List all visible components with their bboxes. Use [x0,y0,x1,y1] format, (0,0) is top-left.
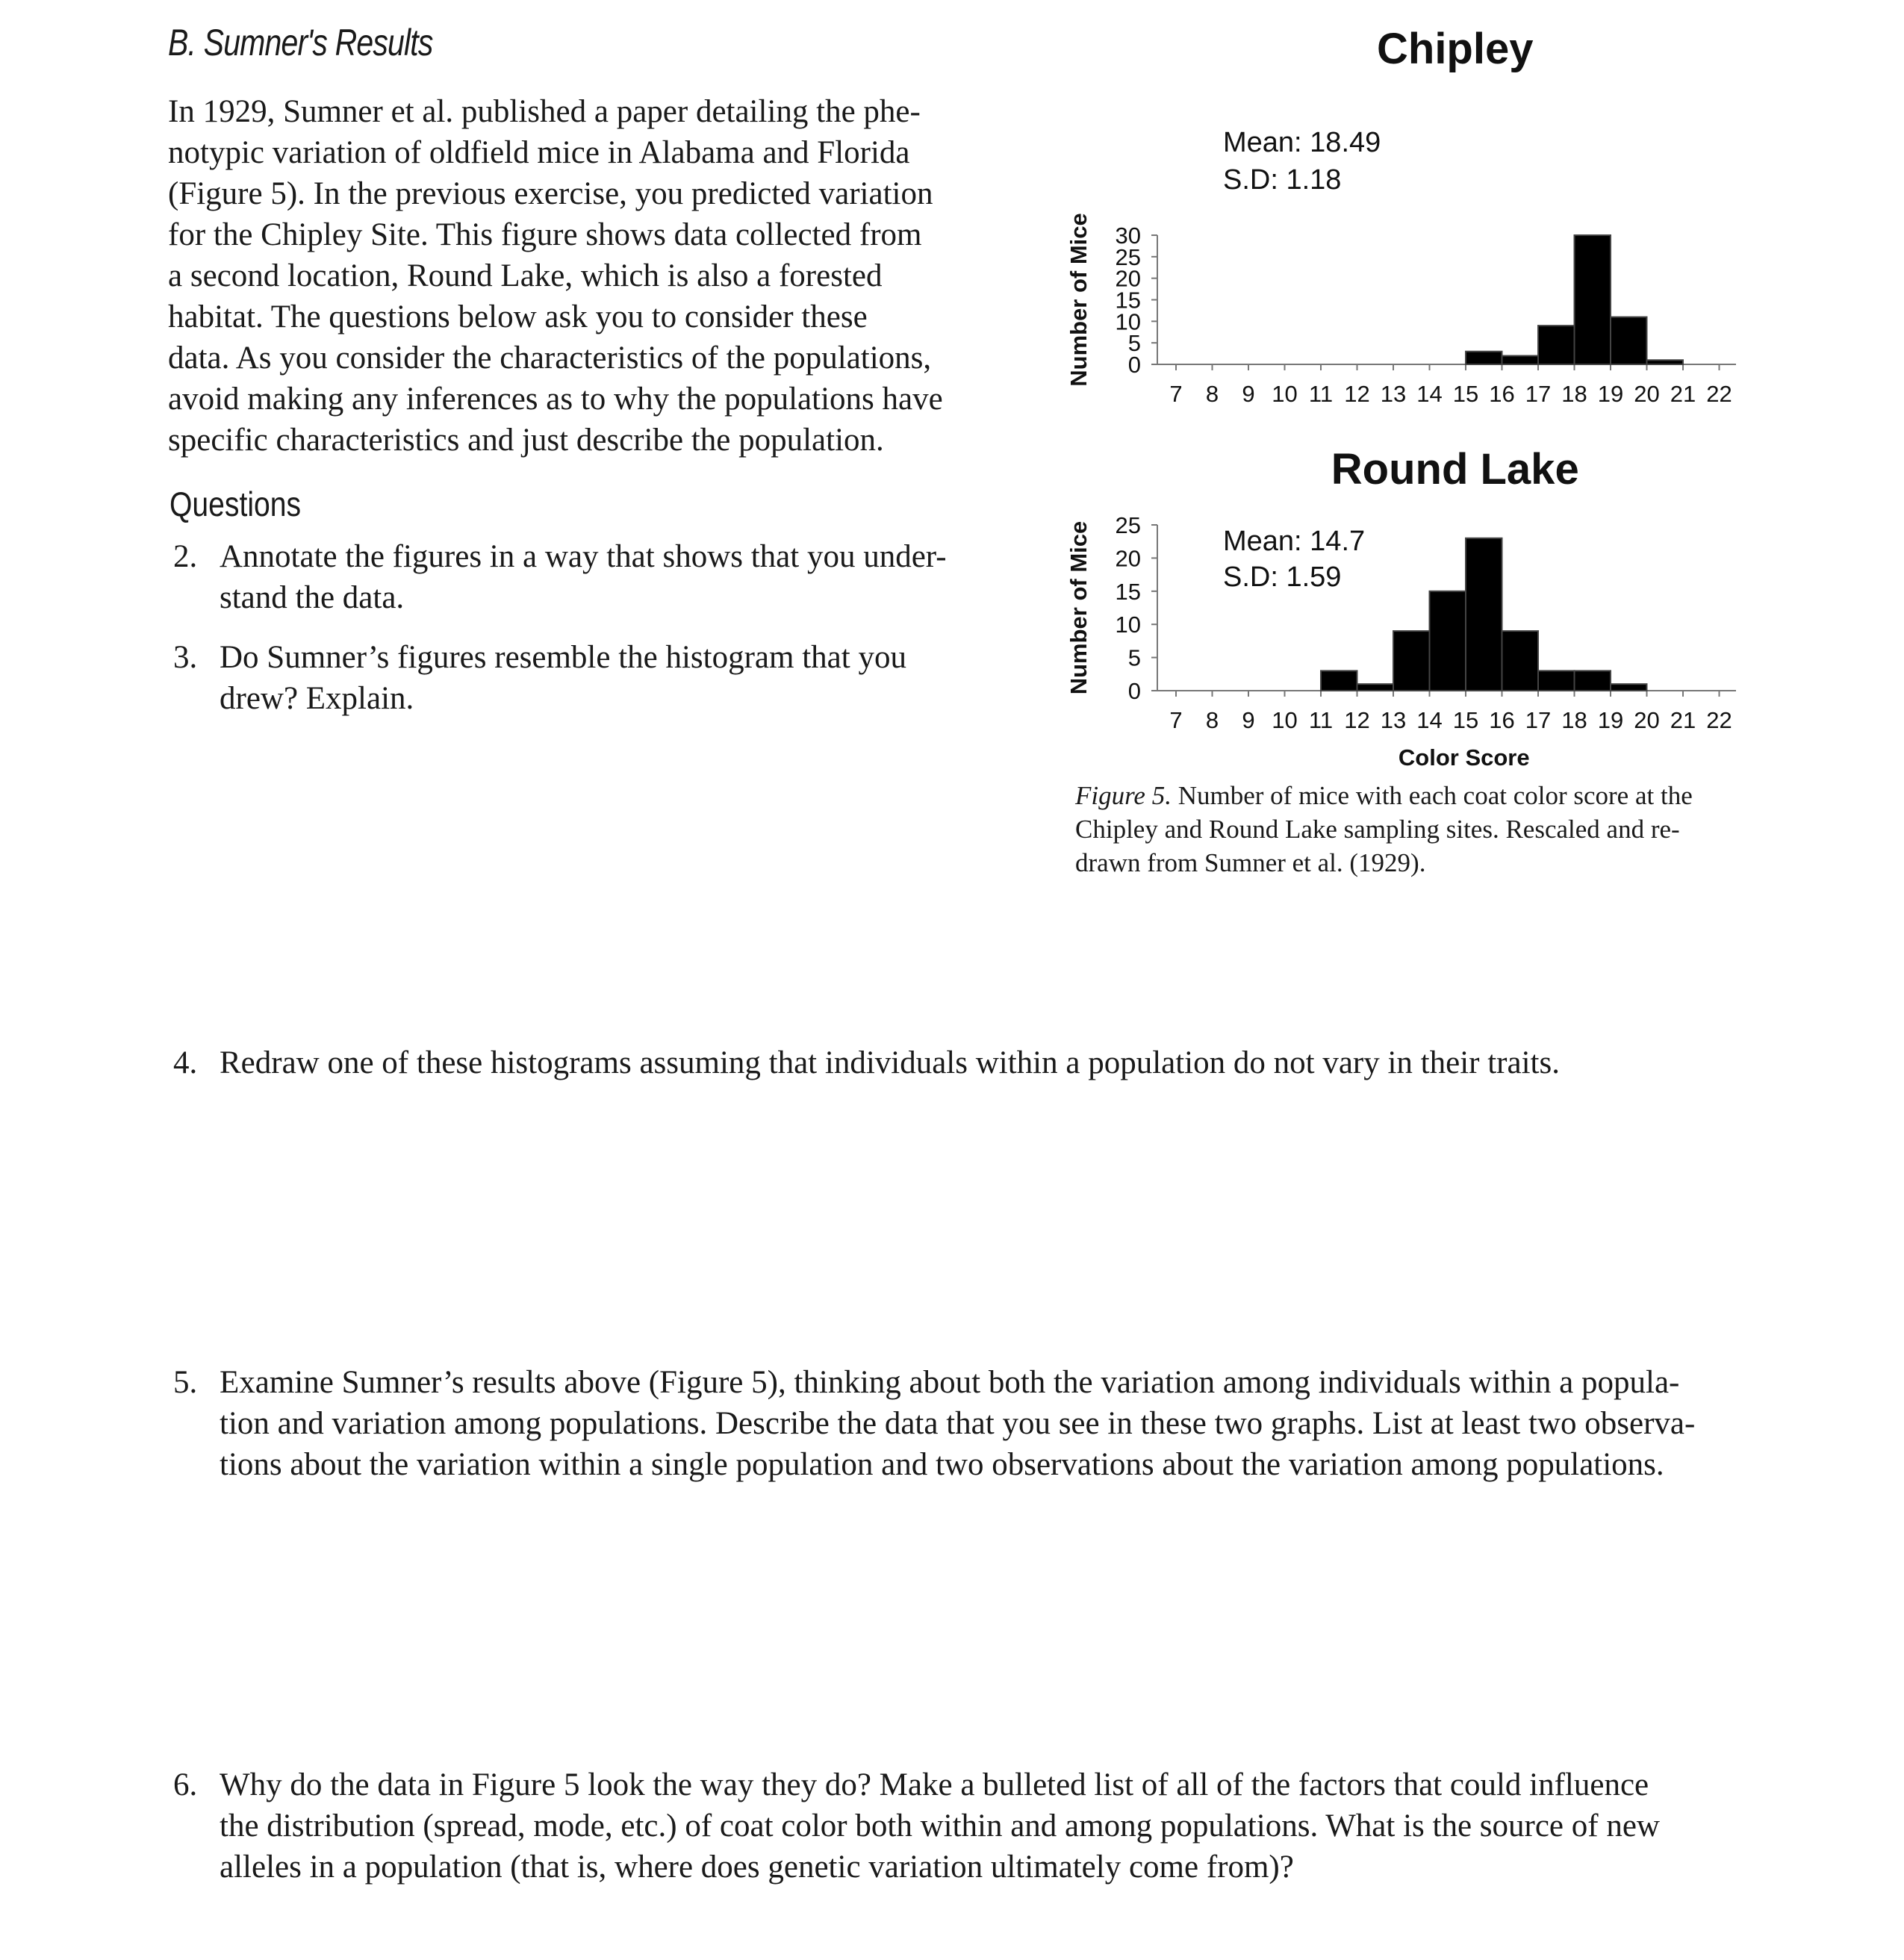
figure-caption [1075,779,1740,880]
y-tick-label: 15 [1115,287,1141,314]
x-tick-label: 22 [1706,707,1732,733]
question-number: 2. [173,539,198,574]
question-number: 3. [173,640,198,675]
histogram-bar [1430,591,1466,691]
caption-text: Number of mice with each coat color score at the [1177,781,1693,810]
y-tick-label: 10 [1115,612,1141,638]
chart-annotation: Mean: 14.7 [1223,526,1366,557]
y-tick-label: 0 [1127,678,1141,704]
y-tick-label: 20 [1115,265,1141,292]
histogram-bar [1321,671,1357,691]
caption-line: drawn from Sumner et al. (1929). [1075,848,1426,877]
x-tick-label: 10 [1272,381,1298,407]
x-tick-label: 17 [1525,381,1552,407]
question-number: 4. [173,1045,198,1080]
y-tick-label: 20 [1115,545,1141,572]
caption-line: Chipley and Round Lake sampling sites. Rescaled and re- [1075,815,1680,844]
x-tick-label: 14 [1416,707,1443,733]
x-tick-label: 21 [1670,707,1696,733]
x-tick-label: 18 [1561,707,1587,733]
caption-label: Figure 5. [1075,781,1172,810]
questions-heading: Questions [169,485,302,523]
x-tick-label: 9 [1242,381,1255,407]
x-tick-label: 19 [1597,707,1624,733]
x-tick-label: 12 [1344,707,1370,733]
question-5 [173,1362,1853,1489]
x-tick-label: 13 [1380,707,1407,733]
x-tick-label: 16 [1489,381,1515,407]
x-tick-label: 15 [1452,381,1479,407]
histogram-bar [1538,326,1575,364]
x-tick-label: 7 [1169,707,1183,733]
y-tick-label: 5 [1127,330,1141,357]
intro-line: habitat. The questions below ask you to consider these [168,299,868,335]
y-tick-label: 25 [1115,243,1141,270]
chart-annotation: S.D: 1.18 [1223,164,1342,196]
intro-line: specific characteristics and just describe the population. [168,423,884,458]
figure-5-charts [0,0,1904,777]
x-tick-label: 21 [1670,381,1696,407]
histogram-bar [1466,538,1502,691]
x-tick-label: 20 [1634,381,1660,407]
y-axis-label: Number of Mice [1065,520,1092,695]
x-tick-label: 10 [1272,707,1298,733]
y-tick-label: 0 [1127,352,1141,378]
y-tick-label: 15 [1115,578,1141,605]
histogram-bar [1611,317,1647,364]
section-title: B. Sumner's Results [168,22,433,63]
histogram-bar [1393,631,1430,691]
x-tick-label: 7 [1169,381,1183,407]
question-number: 5. [173,1365,198,1400]
y-tick-label: 30 [1115,222,1141,249]
x-tick-label: 11 [1308,707,1334,733]
question-line: alleles in a population (that is, where does genetic variation ultimately come from)? [220,1849,1294,1885]
intro-line: (Figure 5). In the previous exercise, you predicted variation [168,176,933,211]
y-tick-label: 10 [1115,308,1141,335]
x-tick-label: 17 [1525,707,1552,733]
x-tick-label: 20 [1634,707,1660,733]
histogram-bar [1611,684,1647,691]
x-tick-label: 15 [1452,707,1479,733]
intro-line: notypic variation of oldfield mice in Alabama and Florida [168,135,910,170]
question-line: tion and variation among populations. Describe the data that you see in these two graphs. List at least two observa- [220,1406,1696,1441]
question-line: drew? Explain. [220,681,414,716]
x-tick-label: 13 [1380,381,1407,407]
question-line: the distribution (spread, mode, etc.) of coat color both within and among populations. What is the source of new [220,1808,1660,1844]
histogram-bar [1502,631,1539,691]
y-axis-label: Number of Mice [1065,213,1092,387]
histogram-bar [1575,235,1611,364]
x-tick-label: 14 [1416,381,1443,407]
histogram-bar [1357,684,1394,691]
chart-title: Round Lake [1331,445,1579,494]
x-tick-label: 8 [1205,381,1219,407]
caption-line [1075,779,1740,812]
intro-line: data. As you consider the characteristics of the populations, [168,340,932,376]
chart-annotation: Mean: 18.49 [1223,127,1381,158]
question-line: Redraw one of these histograms assuming that individuals within a population do not vary in their traits. [220,1045,1560,1080]
x-tick-label: 12 [1344,381,1370,407]
histogram-bar [1502,355,1539,364]
histogram-bar [1647,360,1684,364]
x-tick-label: 19 [1597,381,1624,407]
intro-line: for the Chipley Site. This figure shows data collected from [168,217,922,252]
x-tick-label: 9 [1242,707,1255,733]
question-line: Do Sumner’s figures resemble the histogram that you [220,640,906,675]
x-tick-label: 8 [1205,707,1219,733]
intro-line: avoid making any inferences as to why the populations have [168,382,943,417]
question-line: Why do the data in Figure 5 look the way they do? Make a bulleted list of all of the factors that could influence [220,1767,1649,1802]
histogram-bar [1466,352,1502,364]
chart-annotation: S.D: 1.59 [1223,561,1342,593]
question-4 [173,1042,1816,1087]
chart-title: Chipley [1377,25,1534,73]
question-line: stand the data. [220,580,405,615]
question-line: tions about the variation within a single population and two observations about the variation among populations. [220,1447,1664,1482]
histogram-bar [1575,671,1611,691]
histogram-bar [1538,671,1575,691]
question-number: 6. [173,1767,198,1802]
x-tick-label: 22 [1706,381,1732,407]
question-line: Examine Sumner’s results above (Figure 5), thinking about both the variation among individuals within a popula- [220,1365,1680,1400]
intro-line: In 1929, Sumner et al. published a paper detailing the phe- [168,94,921,129]
y-tick-label: 5 [1127,644,1141,671]
y-tick-label: 25 [1115,512,1141,538]
x-axis-label: Color Score [1398,744,1530,771]
question-6 [173,1764,1853,1891]
x-tick-label: 11 [1308,381,1334,407]
question-line: Annotate the figures in a way that shows that you under- [220,539,947,574]
x-tick-label: 16 [1489,707,1515,733]
intro-line: a second location, Round Lake, which is also a forested [168,258,883,293]
x-tick-label: 18 [1561,381,1587,407]
